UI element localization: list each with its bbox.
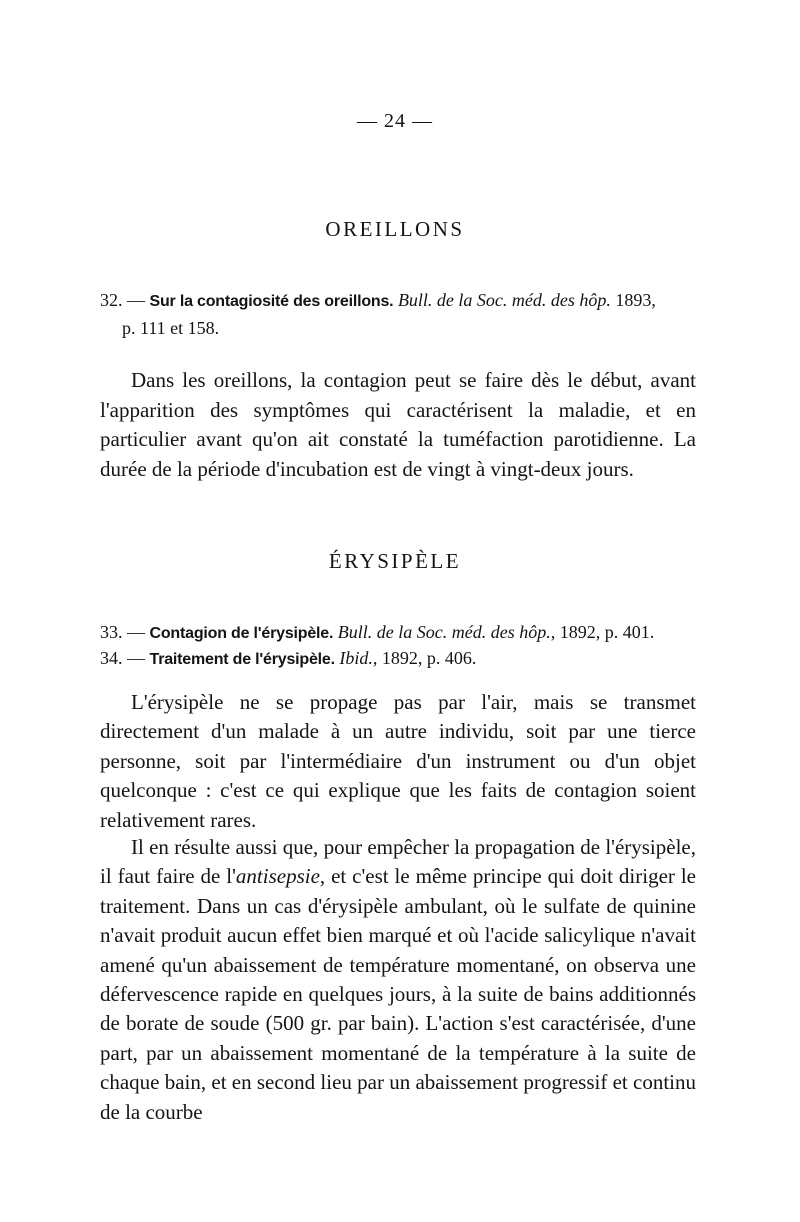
- reference-number: 32.: [100, 290, 123, 310]
- reference-citation: Bull. de la Soc. méd. des hôp.: [397, 290, 611, 310]
- reference-dash: —: [127, 648, 145, 668]
- paragraph-erysipele-1: L'érysipèle ne se propage pas par l'air, mais se transmet directement d'un malade à un autre individu, soit par une tierce personne, soit par l'intermédiaire d'un instrument ou d'un objet quelconque : c'est ce qui explique que les faits de contagion soient relativement rares.: [100, 690, 696, 832]
- paragraph-text: Il en résulte aussi que, pour empêcher la propagation de l'érysipèle, il faut faire de l': [100, 835, 696, 889]
- reference-title: Sur la contagiosité des oreillons.: [149, 293, 394, 310]
- reference-dash: —: [127, 290, 145, 310]
- paragraph-erysipele-2: [100, 833, 696, 1127]
- paragraph-oreillons: Dans les oreillons, la contagion peut se faire dès le début, avant l'apparition des symptômes qui caractérisent la maladie, et en particulier avant qu'on ait constaté la tuméfaction parotidienne. La durée de la période d'incubation est de vingt à vingt-deux jours.: [100, 368, 696, 481]
- section-title-oreillons: OREILLONS: [325, 217, 465, 241]
- reference-year: 1893,: [615, 290, 656, 310]
- reference-number: 33.: [100, 622, 123, 642]
- reference-title: Contagion de l'érysipèle.: [149, 625, 334, 642]
- section-title-erysipele: ÉRYSIPÈLE: [328, 549, 462, 573]
- reference-32: [100, 287, 700, 342]
- reference-year-pages: , 1892, p. 406.: [372, 648, 477, 668]
- reference-citation: Ibid.: [339, 648, 373, 668]
- reference-year-pages: , 1892, p. 401.: [550, 622, 655, 642]
- reference-number: 34.: [100, 648, 123, 668]
- reference-citation: Bull. de la Soc. méd. des hôp.: [337, 622, 551, 642]
- reference-dash: —: [127, 622, 145, 642]
- page-number: — 24 —: [357, 110, 433, 132]
- emphasized-term: antisepsie: [235, 864, 320, 889]
- reference-33: [100, 619, 700, 647]
- reference-34: [100, 645, 700, 673]
- reference-pages: p. 111 et 158.: [122, 318, 220, 338]
- paragraph-text: , et c'est le même principe qui doit diriger le traitement. Dans un cas d'érysipèle ambulant, où le sulfate de quinine n'avait produit aucun effet bien marqué et où l'acide salicylique n'avait amené qu'un abaissement de température momentané, on observa une défervescence rapide en quelques jours, à la suite de bains additionnés de borate de soude (500 gr. par bain). L'action s'est caractérisée, d'une part, par un abaissement momentané de la température à la suite de chaque bain, et en second lieu par un abaissement progressif et continu de la courbe: [100, 864, 696, 1124]
- reference-title: Traitement de l'érysipèle.: [149, 651, 335, 668]
